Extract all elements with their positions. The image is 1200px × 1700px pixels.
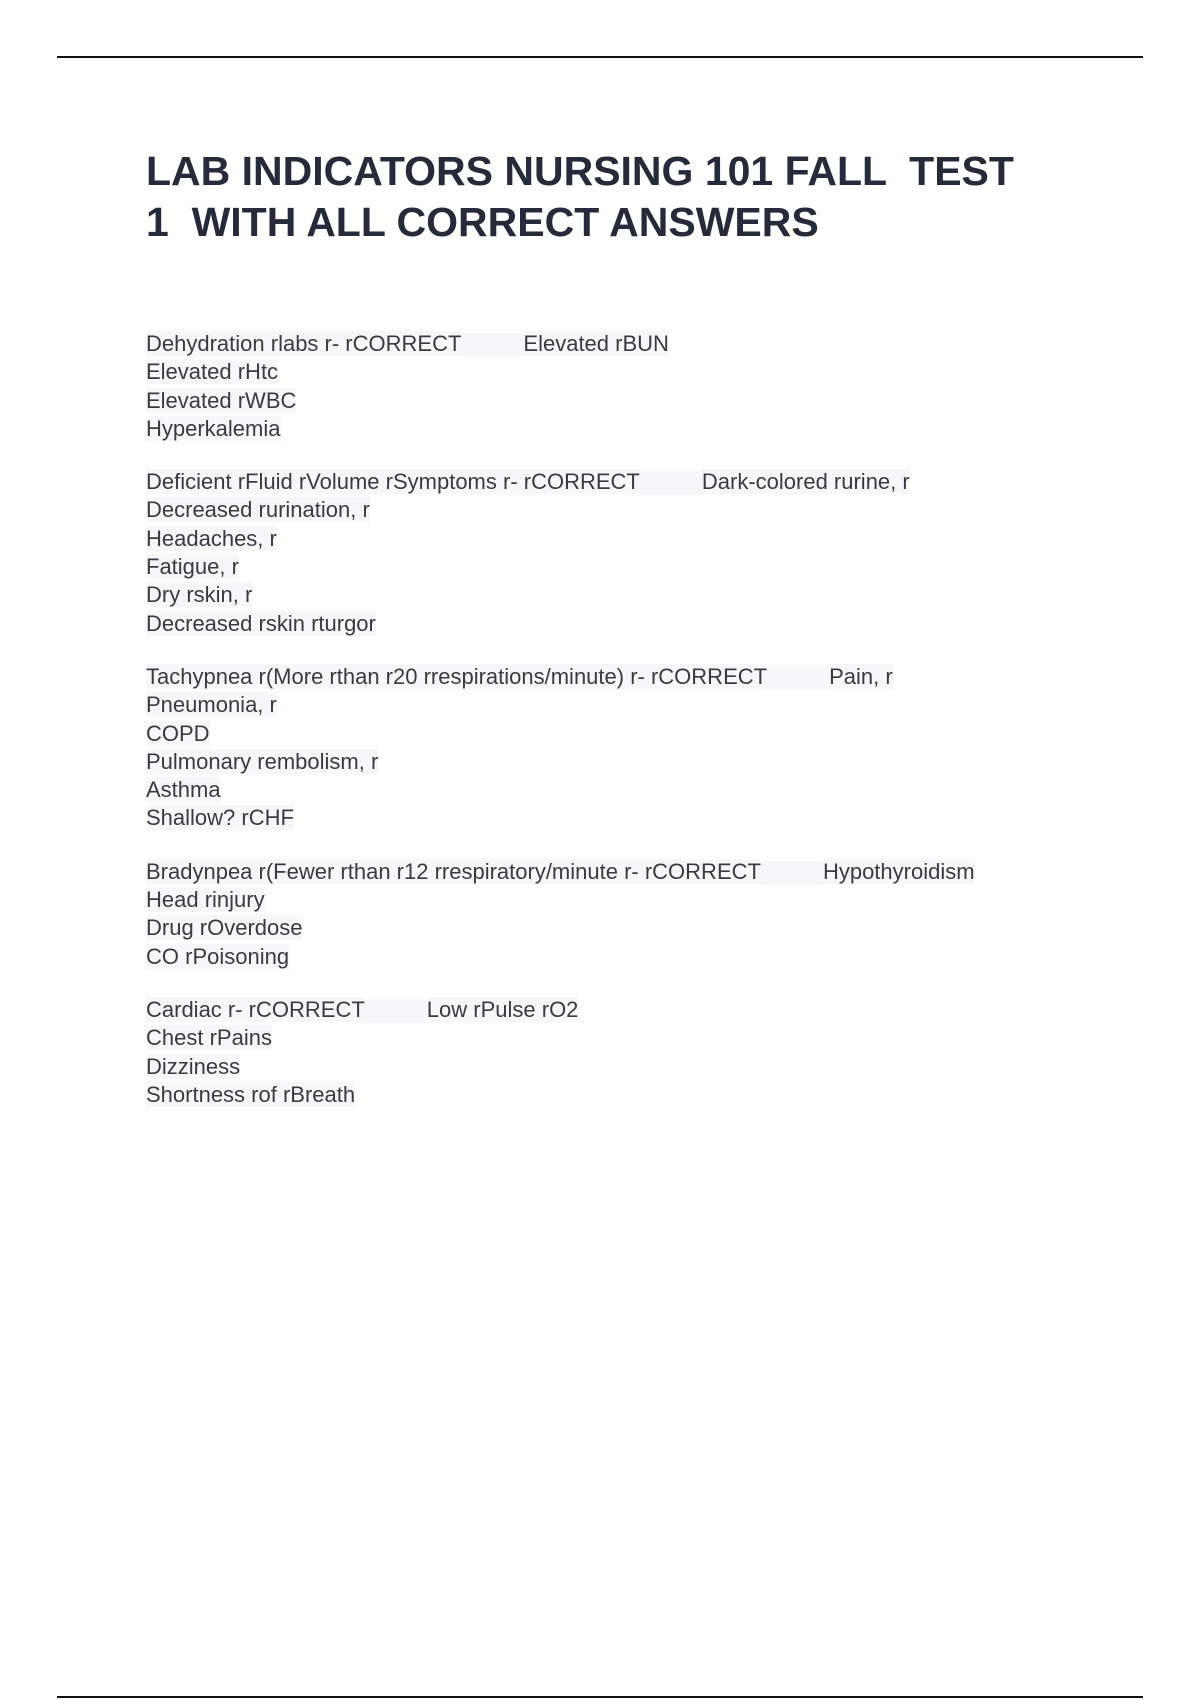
answer-line <box>146 1053 1146 1081</box>
question-text: Cardiac r- rCORRECT <box>146 996 365 1022</box>
answer-text: Pain, r <box>829 663 893 689</box>
answer-text: COPD <box>146 720 210 746</box>
answer-text: Drug rOverdose <box>146 915 303 941</box>
answer-text: Hypothyroidism <box>822 858 975 884</box>
question-line <box>146 330 1146 358</box>
answer-text: Fatigue, r <box>146 554 239 580</box>
document-body <box>146 330 1146 1134</box>
answer-line <box>146 525 1146 553</box>
answer-text: Pulmonary rembolism, r <box>146 748 379 774</box>
question-text: Bradynpea r(Fewer rthan r12 rrespiratory/minute r- rCORRECT <box>146 858 761 884</box>
answer-text: CO rPoisoning <box>146 943 290 969</box>
question-text: Tachypnea r(More rthan r20 rrespirations/minute) r- rCORRECT <box>146 663 768 689</box>
answer-line <box>146 1081 1146 1109</box>
answer-line <box>146 720 1146 748</box>
answer-text: Elevated rHtc <box>146 359 279 385</box>
answer-line <box>146 610 1146 638</box>
top-rule <box>57 56 1143 58</box>
answer-text: Low rPulse rO2 <box>426 996 579 1022</box>
answer-text: Dizziness <box>146 1053 241 1079</box>
answer-text: Dry rskin, r <box>146 582 253 608</box>
answer-text: Decreased rurination, r <box>146 497 370 523</box>
question-line <box>146 858 1146 886</box>
qa-block-dehydration <box>146 330 1146 443</box>
answer-line <box>146 1024 1146 1052</box>
question-text: Deficient rFluid rVolume rSymptoms r- rCORRECT <box>146 469 640 495</box>
answer-text: Hyperkalemia <box>146 415 281 441</box>
qa-block-cardiac <box>146 996 1146 1109</box>
answer-line <box>146 886 1146 914</box>
question-text: Dehydration rlabs r- rCORRECT <box>146 331 462 356</box>
question-line <box>146 996 1146 1024</box>
answer-line <box>146 943 1146 971</box>
title-line-1: LAB INDICATORS NURSING 101 FALL TEST <box>146 148 1014 194</box>
answer-line <box>146 914 1146 942</box>
qa-block-tachypnea <box>146 663 1146 833</box>
answer-line <box>146 748 1146 776</box>
answer-line <box>146 358 1146 386</box>
answer-text: Shallow? rCHF <box>146 805 294 831</box>
answer-text: Elevated rBUN <box>523 331 669 356</box>
answer-line <box>146 776 1146 804</box>
answer-line <box>146 496 1146 524</box>
answer-text: Chest rPains <box>146 1025 272 1051</box>
answer-text: Head rinjury <box>146 887 265 913</box>
answer-text: Dark-colored rurine, r <box>701 469 910 495</box>
bottom-rule <box>57 1696 1143 1698</box>
qa-block-fluid-volume <box>146 468 1146 638</box>
answer-line <box>146 387 1146 415</box>
answer-text: Shortness rof rBreath <box>146 1081 356 1107</box>
document-title <box>146 146 1146 248</box>
answer-text: Elevated rWBC <box>146 387 297 413</box>
answer-text: Headaches, r <box>146 525 277 551</box>
answer-line <box>146 804 1146 832</box>
answer-text: Asthma <box>146 777 221 803</box>
answer-line <box>146 553 1146 581</box>
answer-text: Pneumonia, r <box>146 692 277 718</box>
question-line <box>146 663 1146 691</box>
answer-text: Decreased rskin rturgor <box>146 610 376 636</box>
qa-block-bradypnea <box>146 858 1146 971</box>
answer-line <box>146 691 1146 719</box>
answer-line <box>146 415 1146 443</box>
answer-line <box>146 581 1146 609</box>
title-line-2: 1 WITH ALL CORRECT ANSWERS <box>146 199 819 245</box>
question-line <box>146 468 1146 496</box>
